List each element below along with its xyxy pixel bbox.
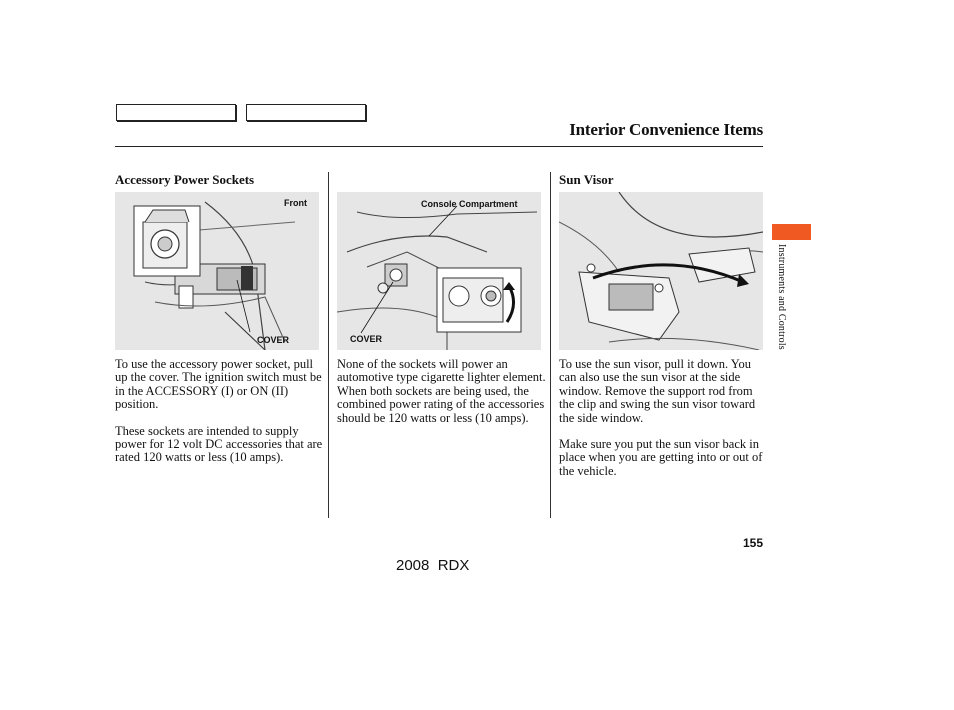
paragraph: None of the sockets will power an automotive type cigarette lighter element. When both sockets are being used, the combined power rating of the accessories should be 120 watts or less (10 amps). [337,357,546,425]
figure-power-socket-front [115,192,319,350]
power-socket-illustration [115,192,319,350]
paragraph: These sockets are intended to supply power for 12 volt DC accessories that are rated 120 watts or less (10 amps). [115,423,323,465]
figure-console-compartment [337,192,541,350]
page-title: Interior Convenience Items [569,120,763,139]
figure-label-cover: COVER [350,334,383,344]
figure-label-cover: COVER [257,335,290,345]
section-body-console [337,358,547,438]
figure-label-front: Front [284,198,307,208]
chapter-tab [772,224,811,240]
console-socket-illustration [337,192,541,350]
figure-label-console-compartment: Console Compartment [421,199,518,209]
nav-button-contents[interactable] [246,104,366,121]
nav-button-previous[interactable] [116,104,236,121]
section-heading-sun-visor: Sun Visor [559,172,614,187]
paragraph: To use the accessory power socket, pull up the cover. The ignition switch must be in the ACCESSORY (I) or ON (II) position. [115,357,322,412]
paragraph: Make sure you put the sun visor back in place when you are getting into or out of the vehicle. [559,437,763,478]
column-divider-2 [550,172,551,518]
section-body-power-sockets [115,358,325,478]
header-rule [115,146,763,147]
sun-visor-illustration [559,192,763,350]
section-heading-power-sockets: Accessory Power Sockets [115,172,255,187]
page-number: 155 [742,536,763,550]
figure-sun-visor [559,192,763,350]
footer-model: 2008 RDX [396,557,470,574]
chapter-label: Instruments and Controls [776,244,787,350]
section-body-sun-visor [559,358,769,491]
paragraph: To use the sun visor, pull it down. You can also use the sun visor at the side window. Remove the support rod from the clip and swing the sun visor toward the side window. [559,357,756,425]
column-divider-1 [328,172,329,518]
